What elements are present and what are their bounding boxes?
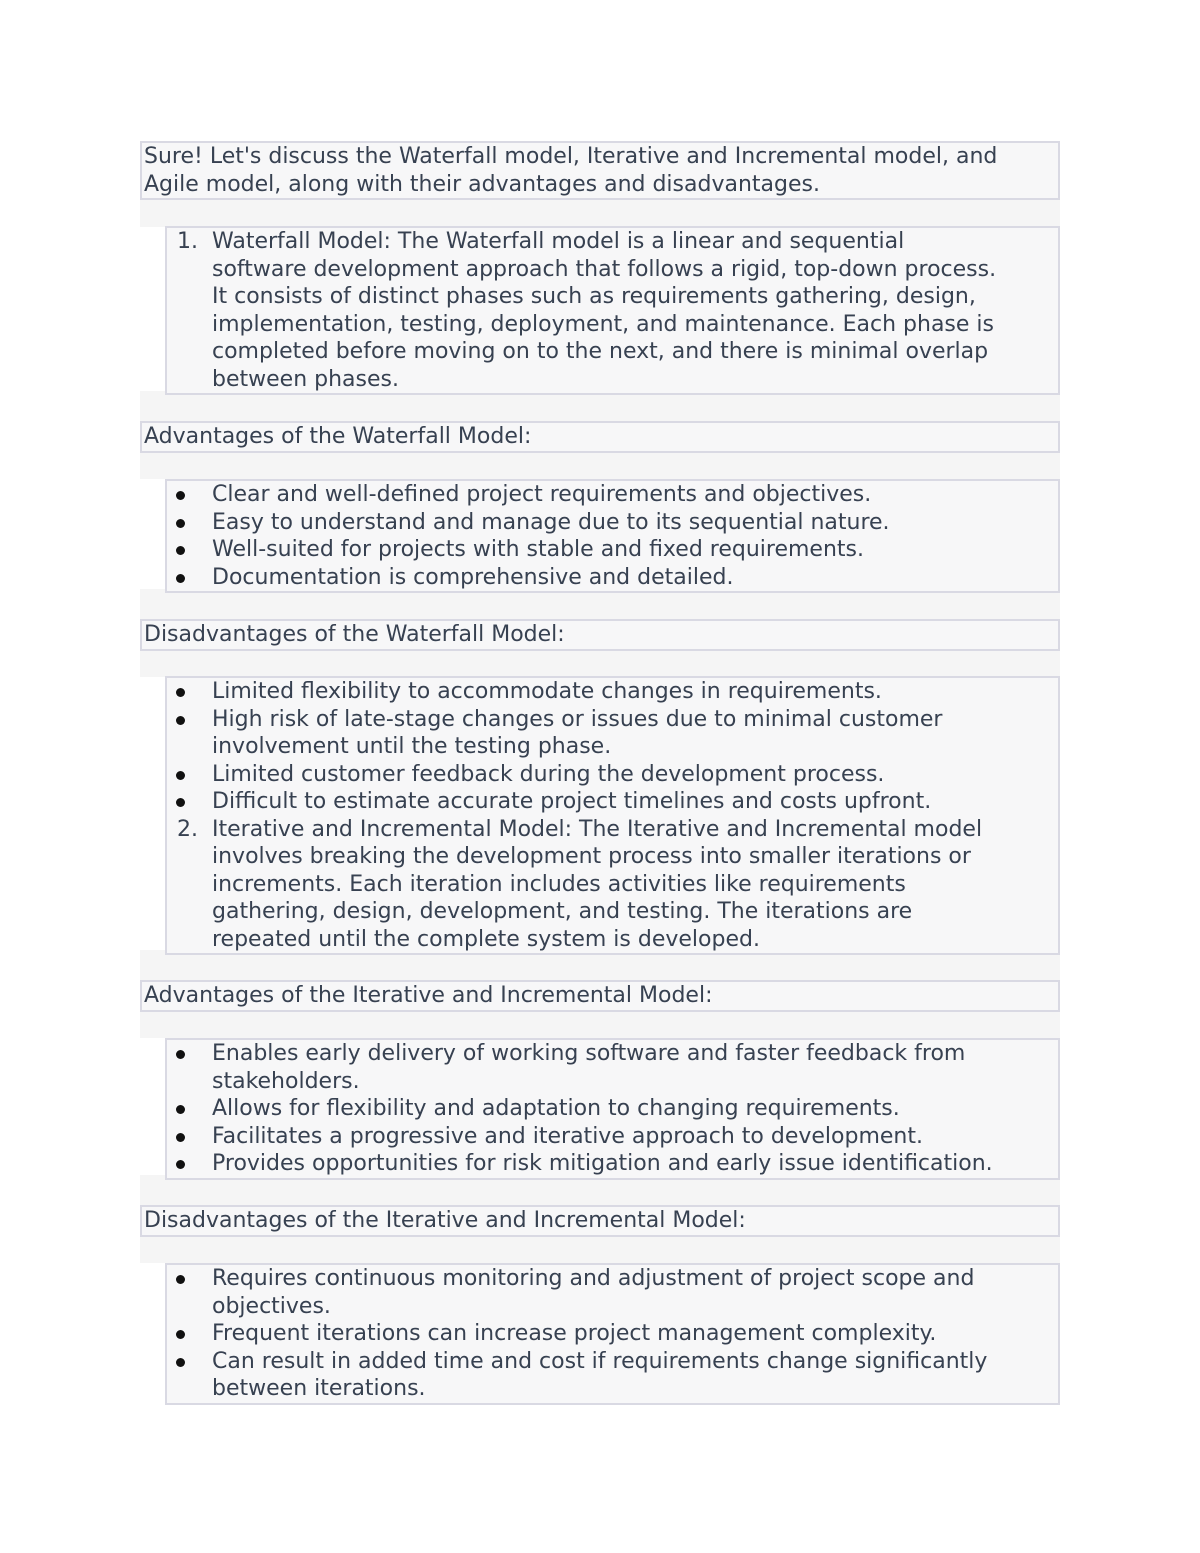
bullet-item (167, 1040, 1058, 1095)
spacer-strip (140, 449, 1060, 479)
bullet-icon (176, 1358, 185, 1367)
waterfall-advantages-list (165, 479, 1060, 593)
bullet-item (167, 1123, 1058, 1151)
waterfall-disadvantages-list (165, 676, 1060, 955)
bullet-item (167, 761, 1058, 789)
waterfall-model-list (165, 226, 1060, 395)
bullet-icon (176, 519, 185, 528)
bullet-item (167, 536, 1058, 564)
item-text-line: Difficult to estimate accurate project timelines and costs upfront. (212, 789, 932, 814)
heading-text: Disadvantages of the Iterative and Incremental Model: (144, 1208, 746, 1233)
bullet-item (167, 481, 1058, 509)
spacer-strip (140, 391, 1060, 421)
item-text-line: involves breaking the development process into smaller iterations or (212, 844, 971, 869)
numbered-item-iterative (167, 816, 1058, 954)
item-text-line: objectives. (212, 1293, 331, 1319)
item-text-line: implementation, testing, deployment, and maintenance. Each phase is (212, 311, 994, 337)
heading-text: Disadvantages of the Waterfall Model: (144, 622, 565, 647)
bullet-item (167, 564, 1058, 592)
iterative-advantages-list (165, 1038, 1060, 1180)
item-text-line: Facilitates a progressive and iterative approach to development. (212, 1123, 923, 1149)
item-text-line: Waterfall Model: The Waterfall model is a linear and sequential (212, 229, 905, 254)
item-text-line: Well-suited for projects with stable and fixed requirements. (212, 537, 864, 562)
bullet-icon (176, 491, 185, 500)
item-text-line: Limited customer feedback during the development process. (212, 761, 885, 787)
intro-paragraph (140, 141, 1060, 200)
item-text-line: Provides opportunities for risk mitigation and early issue identification. (212, 1151, 993, 1176)
bullet-item (167, 788, 1058, 816)
item-text-line: Enables early delivery of working software and faster feedback from (212, 1041, 966, 1066)
bullet-item (167, 1150, 1058, 1178)
bullet-icon (176, 1160, 185, 1169)
item-text-line: between phases. (212, 366, 399, 392)
heading-text: Advantages of the Waterfall Model: (144, 424, 532, 449)
bullet-icon (176, 688, 185, 697)
bullet-icon (176, 1133, 185, 1142)
bullet-item (167, 1095, 1058, 1123)
bullet-icon (176, 771, 185, 780)
item-text-line: completed before moving on to the next, and there is minimal overlap (212, 339, 989, 364)
item-text-line: increments. Each iteration includes activities like requirements (212, 871, 906, 897)
spacer-strip (140, 197, 1060, 227)
item-text-line: gathering, design, development, and testing. The iterations are (212, 899, 913, 924)
section-heading-iterative-advantages (140, 980, 1060, 1012)
section-heading-waterfall-disadvantages (140, 619, 1060, 651)
bullet-item (167, 678, 1058, 706)
bullet-icon (176, 546, 185, 555)
bullet-item (167, 1348, 1058, 1403)
bullet-icon (176, 1330, 185, 1339)
intro-line: Agile model, along with their advantages and disadvantages. (144, 171, 820, 197)
bullet-item (167, 509, 1058, 537)
bullet-item (167, 706, 1058, 761)
item-text-line: Clear and well-defined project requirements and objectives. (212, 482, 872, 507)
item-text-line: It consists of distinct phases such as requirements gathering, design, (212, 284, 976, 309)
numbered-item-waterfall (167, 228, 1058, 393)
item-text-line: Can result in added time and cost if requirements change significantly (212, 1348, 988, 1374)
bullet-icon (176, 798, 185, 807)
section-heading-waterfall-advantages (140, 421, 1060, 453)
item-text-line: Iterative and Incremental Model: The Iterative and Incremental model (212, 816, 983, 842)
item-text-line: involvement until the testing phase. (212, 734, 612, 759)
item-text-line: repeated until the complete system is developed. (212, 926, 760, 952)
spacer-strip (140, 589, 1060, 619)
item-text-line: stakeholders. (212, 1068, 360, 1094)
item-text-line: Documentation is comprehensive and detailed. (212, 564, 734, 590)
heading-text: Advantages of the Iterative and Incremental Model: (144, 983, 713, 1008)
bullet-icon (176, 1275, 185, 1284)
intro-line: Sure! Let's discuss the Waterfall model, Iterative and Incremental model, and (144, 144, 998, 169)
item-text-line: Limited flexibility to accommodate changes in requirements. (212, 679, 882, 704)
bullet-icon (176, 1105, 185, 1114)
bullet-icon (176, 716, 185, 725)
spacer-strip (140, 1233, 1060, 1263)
item-text-line: Allows for flexibility and adaptation to changing requirements. (212, 1096, 900, 1121)
section-heading-iterative-disadvantages (140, 1205, 1060, 1237)
item-text-line: between iterations. (212, 1376, 426, 1401)
bullet-item (167, 1265, 1058, 1320)
bullet-item (167, 1320, 1058, 1348)
item-number: 2. (177, 816, 198, 842)
item-number: 1. (177, 229, 198, 254)
item-text-line: software development approach that follows a rigid, top-down process. (212, 256, 997, 282)
iterative-disadvantages-list (165, 1263, 1060, 1405)
spacer-strip (140, 647, 1060, 677)
bullet-icon (176, 574, 185, 583)
item-text-line: High risk of late-stage changes or issues due to minimal customer (212, 706, 943, 732)
item-text-line: Frequent iterations can increase project management complexity. (212, 1321, 937, 1346)
spacer-strip (140, 1175, 1060, 1205)
bullet-icon (176, 1050, 185, 1059)
item-text-line: Easy to understand and manage due to its sequential nature. (212, 509, 890, 535)
spacer-strip (140, 1008, 1060, 1038)
item-text-line: Requires continuous monitoring and adjustment of project scope and (212, 1266, 975, 1291)
